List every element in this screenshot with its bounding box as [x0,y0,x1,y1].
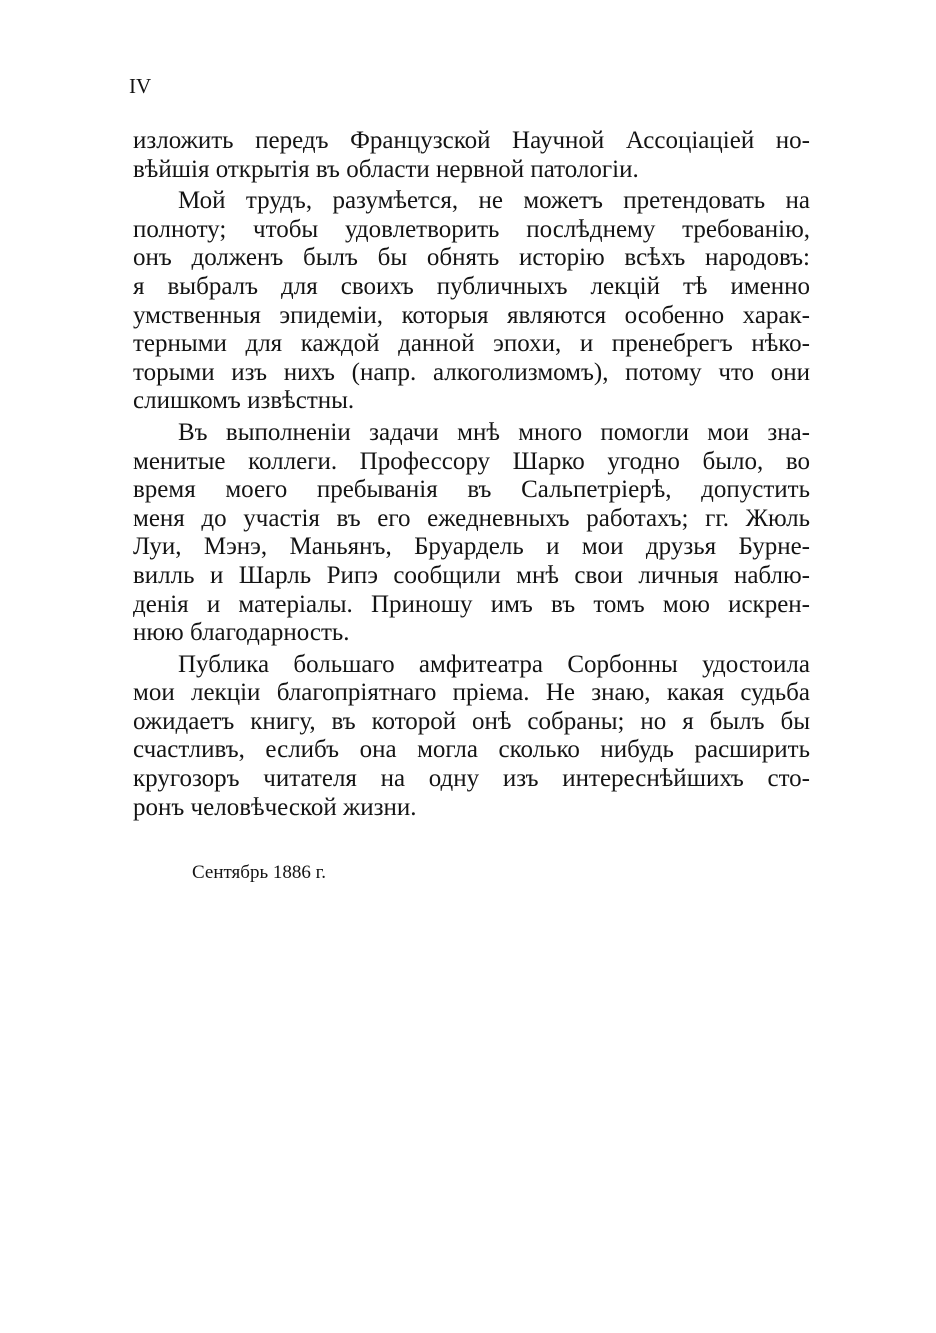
date-line: Сентябрь 1886 г. [192,862,327,883]
text-line: ронъ человѣческой жизни. [133,793,417,821]
text-line: онъ долженъ былъ бы обнять исторію всѣхъ народовъ: [133,244,810,272]
text-line: нюю благодарность. [133,619,350,647]
text-line: менитые коллеги. Профессору Шарко угодно было, во [133,447,810,475]
text-line: Луи, Мэнэ, Маньянъ, Бруардель и мои друзья Бурне- [133,533,810,561]
text-line: Въ выполненіи задачи мнѣ много помогли мои зна- [178,418,810,446]
text-line: счастливъ, еслибъ она могла сколько нибудь расширить [133,736,810,764]
paragraph [133,651,810,823]
text-line: вѣйшія открытія въ области нервной патологіи. [133,155,639,183]
text-line: я выбралъ для своихъ публичныхъ лекцій тѣ именно [133,272,810,300]
text-line: изложить передъ Французской Научной Ассоціаціей но- [133,127,810,154]
text-line: меня до участія въ его ежедневныхъ работахъ; гг. Жюль [133,504,810,532]
text-line: ожидаетъ книгу, въ которой онѣ собраны; но я былъ бы [133,707,810,735]
paragraph [133,419,810,648]
text-line: вилль и Шарль Рипэ сообщили мнѣ свои личныя наблю- [133,561,810,589]
page-number: IV [129,74,152,98]
text-line: полноту; чтобы удовлетворить послѣднему требованію, [133,215,810,243]
text-line: время моего пребыванія въ Сальпетріерѣ, допустить [133,476,810,504]
body-text [133,127,810,822]
text-line: слишкомъ извѣстны. [133,387,355,415]
text-line: Мой трудъ, разумѣется, не можетъ претендовать на [178,187,810,215]
text-line: денія и матеріалы. Приношу имъ въ томъ мою искрен- [133,590,810,618]
text-line: мои лекціи благопріятнаго пріема. Не знаю, какая судьба [133,679,810,707]
text-line: умственныя эпидеміи, которыя являются особенно харак- [133,301,810,329]
text-line: терными для каждой данной эпохи, и пренебрегъ нѣко- [133,330,810,358]
text-line: Публика большаго амфитеатра Сорбонны удостоила [178,650,810,678]
text-line: кругозоръ читателя на одну изъ интереснѣйшихъ сто- [133,765,810,793]
paragraph [133,187,810,416]
paragraph [133,127,810,184]
text-line: торыми изъ нихъ (напр. алкоголизмомъ), потому что они [133,358,810,386]
